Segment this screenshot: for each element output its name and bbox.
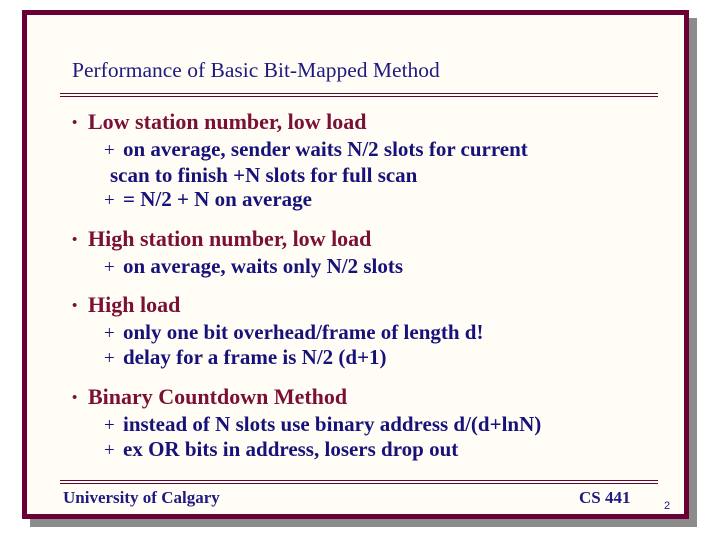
bullet-low-station-low-load	[72, 110, 367, 135]
title-rule-top	[60, 93, 658, 94]
page-number: 2	[664, 500, 671, 512]
sub-item-text: only one bit overhead/frame of length d!	[123, 320, 484, 344]
bullet-heading: High load	[88, 292, 181, 317]
footer-rule-top	[60, 480, 658, 481]
bullet-heading: High station number, low load	[88, 226, 372, 251]
sub-item-binary-address	[104, 412, 541, 438]
sub-item-text: ex OR bits in address, losers drop out	[123, 437, 459, 461]
sub-item-text: = N/2 + N on average	[123, 187, 312, 211]
plus-marker: +	[104, 190, 115, 211]
bullet-dot: •	[72, 390, 78, 406]
sub-item-text: on average, sender waits N/2 slots for current	[123, 137, 528, 161]
sub-item-frame-delay	[104, 345, 387, 371]
sub-item-average-formula	[104, 187, 312, 213]
footer-rule-bottom	[60, 483, 658, 484]
sub-item-waits-n-over-2	[104, 254, 403, 280]
bullet-dot: •	[72, 232, 78, 248]
bullet-heading: Low station number, low load	[88, 109, 367, 134]
sub-item-bit-overhead	[104, 320, 483, 346]
bullet-dot: •	[72, 115, 78, 131]
plus-marker: +	[104, 415, 115, 436]
sub-item-text: on average, waits only N/2 slots	[123, 254, 403, 278]
bullet-binary-countdown	[72, 385, 347, 410]
bullet-high-station-low-load	[72, 227, 371, 252]
plus-marker: +	[104, 140, 115, 161]
title-rule-bottom	[60, 96, 658, 97]
bullet-heading: Binary Countdown Method	[88, 384, 348, 409]
bullet-high-load	[72, 293, 180, 318]
sub-item-text: delay for a frame is N/2 (d+1)	[123, 345, 387, 369]
sub-item-or-bits	[104, 437, 458, 463]
footer-institution: University of Calgary	[63, 488, 220, 507]
sub-item-sender-waits	[104, 137, 528, 187]
sub-item-text: instead of N slots use binary address d/(d+lnN)	[123, 412, 542, 436]
bullet-dot: •	[72, 298, 78, 314]
footer-course: CS 441	[579, 488, 631, 507]
plus-marker: +	[104, 440, 115, 461]
plus-marker: +	[104, 257, 115, 278]
slide-title: Performance of Basic Bit-Mapped Method	[72, 58, 440, 82]
sub-item-continuation: scan to finish +N slots for full scan	[110, 163, 418, 187]
plus-marker: +	[104, 323, 115, 344]
plus-marker: +	[104, 348, 115, 369]
